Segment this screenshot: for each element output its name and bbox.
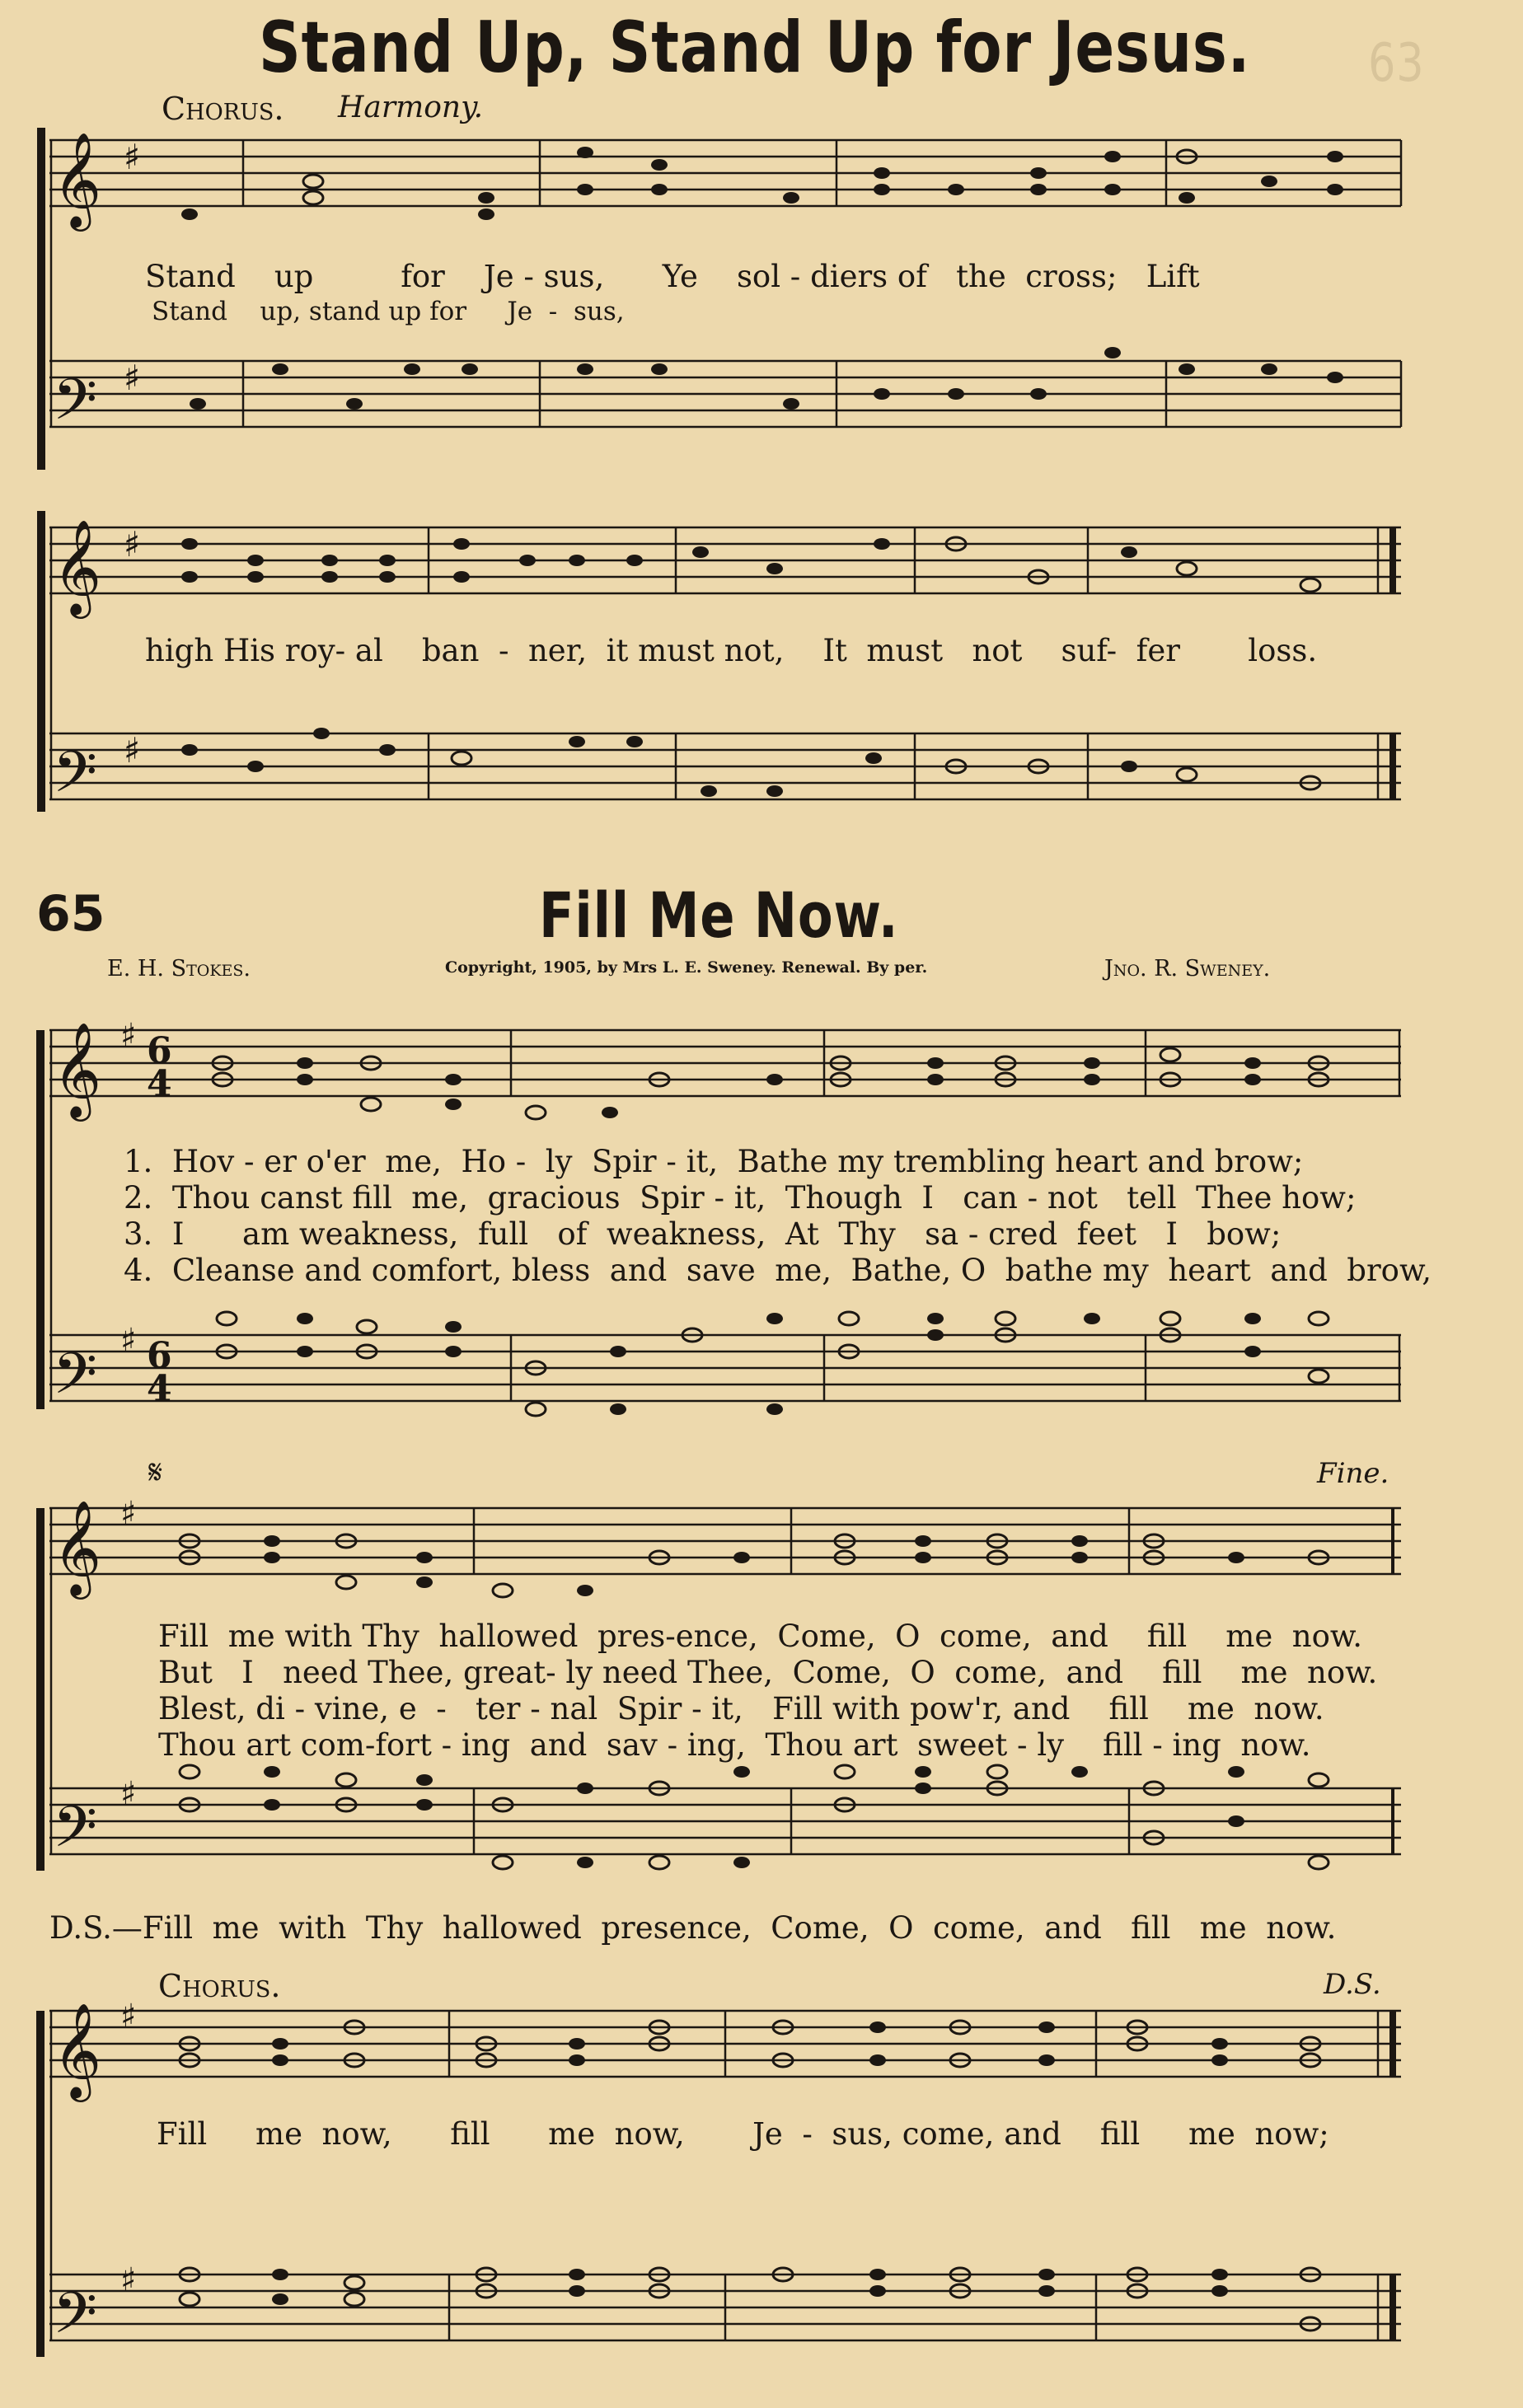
hymn1-chorus-marking: Chorus. — [162, 91, 284, 127]
svg-text:♯: ♯ — [120, 1495, 137, 1533]
hymn2-author: E. H. Stokes. — [107, 956, 251, 981]
svg-text:𝄢: 𝄢 — [53, 2279, 98, 2360]
ds-line: D.S.—Fill me with Thy hallowed presence, Come, O come, and fill me now. — [49, 1910, 1337, 1946]
hymn2-refrain — [158, 1619, 1377, 1764]
svg-text:𝄞: 𝄞 — [53, 1021, 102, 1117]
svg-text:𝄞: 𝄞 — [53, 1499, 102, 1595]
svg-text:6: 6 — [147, 1335, 172, 1377]
svg-text:♯: ♯ — [120, 1017, 137, 1055]
svg-text:𝄢: 𝄢 — [53, 366, 98, 447]
svg-text:♯: ♯ — [124, 137, 141, 177]
page-number: 63 — [1368, 33, 1425, 94]
verse-4: 4. Cleanse and comfort, bless and save me, Bathe, O bathe my heart and brow, — [124, 1253, 1432, 1288]
hymn1-lyrics-line1: Stand up for Je - sus, Ye sol - diers of the cross; Lift — [145, 259, 1200, 294]
fine-marking: Fine. — [1317, 1457, 1389, 1490]
svg-text:♯: ♯ — [124, 358, 141, 398]
svg-text:4: 4 — [147, 1368, 172, 1410]
ds-marking: D.S. — [1324, 1968, 1381, 2001]
svg-text:4: 4 — [147, 1063, 172, 1105]
refrain-line-4: Thou art com-fort - ing and sav - ing, Thou art sweet - ly fill - ing now. — [158, 1727, 1311, 1763]
svg-text:𝄞: 𝄞 — [53, 131, 102, 227]
verse-3: 3. I am weakness, full of weakness, At Thy sa - cred feet I bow; — [124, 1216, 1282, 1252]
chorus-lyrics: Fill me now, fill me now, Je - sus, come, and fill me now; — [157, 2116, 1329, 2152]
svg-text:6: 6 — [147, 1030, 172, 1072]
segno-sign: 𝄋 — [148, 1454, 163, 1492]
svg-text:♯: ♯ — [124, 730, 141, 771]
hymn2-copyright: Copyright, 1905, by Mrs L. E. Sweney. Renewal. By per. — [445, 958, 928, 977]
refrain-line-3: Blest, di - vine, e - ter - nal Spir - it, Fill with pow'r, and fill me now. — [158, 1691, 1324, 1726]
svg-text:𝄞: 𝄞 — [53, 518, 102, 615]
hymn2-composer: Jno. R. Sweney. — [1104, 956, 1271, 981]
verse-1: 1. Hov - er o'er me, Ho - ly Spir - it, Bathe my trembling heart and brow; — [124, 1144, 1304, 1179]
refrain-line-1: Fill me with Thy hallowed pres-ence, Come, O come, and fill me now. — [158, 1619, 1362, 1654]
verse-2: 2. Thou canst fill me, gracious Spir - it, Though I can - not tell Thee how; — [124, 1180, 1357, 1216]
svg-text:𝄢: 𝄢 — [53, 738, 98, 819]
hymn2-chorus-system — [0, 1978, 1523, 2406]
svg-text:𝄢: 𝄢 — [53, 1793, 98, 1874]
hymn1-style-marking: Harmony. — [338, 91, 484, 124]
hymn1-title: Stand Up, Stand Up for Jesus. — [259, 7, 1251, 89]
refrain-line-2: But I need Thee, great- ly need Thee, Come, O come, and fill me now. — [158, 1655, 1378, 1690]
svg-text:♯: ♯ — [120, 1998, 137, 2036]
hymn1-lyrics-line1-echo: Stand up, stand up for Je - sus, — [152, 297, 625, 326]
hymn2-number: 65 — [36, 885, 105, 943]
svg-text:♯: ♯ — [120, 1775, 137, 1813]
hymn2-chorus-marking: Chorus. — [158, 1968, 281, 2004]
hymn2-verses — [124, 1144, 1432, 1289]
hymn2-title: Fill Me Now. — [539, 878, 899, 952]
svg-text:𝄢: 𝄢 — [53, 1340, 98, 1421]
svg-text:♯: ♯ — [124, 524, 141, 565]
hymn1-lyrics-line2: high His roy- al ban - ner, it must not, It must not suf- fer loss. — [145, 633, 1318, 668]
svg-text:♯: ♯ — [120, 1322, 137, 1360]
svg-text:♯: ♯ — [120, 2261, 137, 2299]
svg-text:𝄞: 𝄞 — [53, 2002, 102, 2098]
